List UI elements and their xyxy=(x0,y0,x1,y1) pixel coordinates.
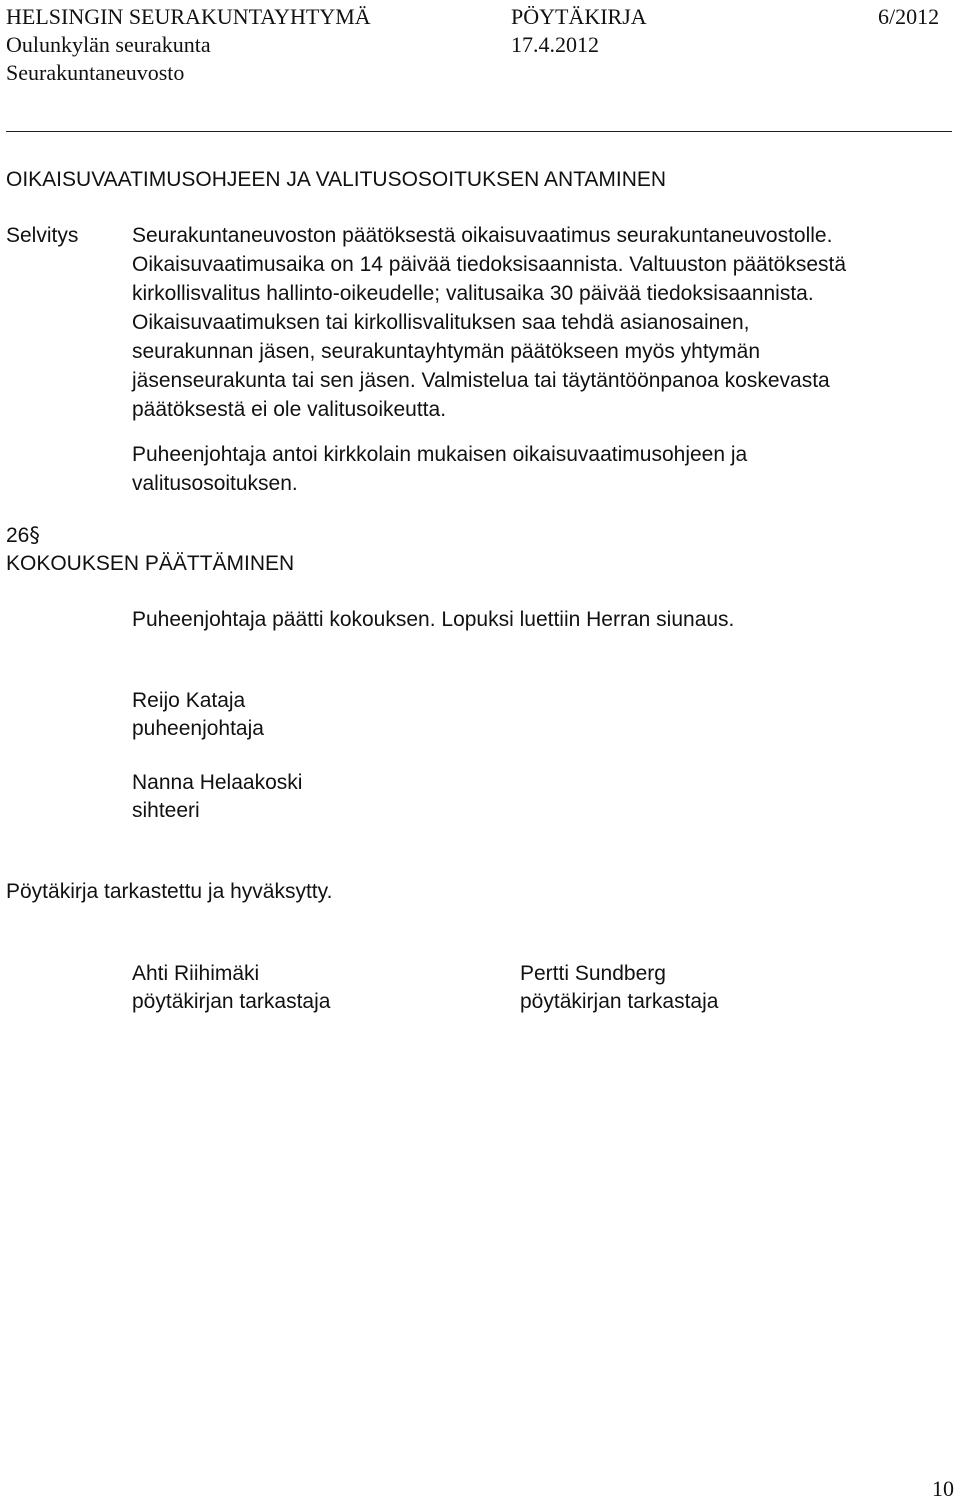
checker-name: Ahti Riihimäki xyxy=(132,962,260,985)
header-doc-number: 6/2012 xyxy=(878,4,940,29)
section2-number xyxy=(6,521,40,550)
section1-explanation xyxy=(132,221,932,424)
section2-text: Puheenjohtaja päätti kokouksen. Lopuksi luettiin Herran siunaus. xyxy=(132,608,735,631)
explanation-line: jäsenseurakunta tai sen jäsen. Valmistelua tai täytäntöönpanoa koskevasta xyxy=(132,369,830,392)
section-number: 26 xyxy=(6,524,30,547)
header-org: HELSINGIN SEURAKUNTAYHTYMÄ xyxy=(6,4,371,29)
header-date: 17.4.2012 xyxy=(511,32,599,57)
explanation-line: kirkollisvalitus hallinto-oikeudelle; valitusaika 30 päivää tiedoksisaannista. xyxy=(132,282,814,305)
checker-name: Pertti Sundberg xyxy=(520,962,666,985)
section2-heading: KOKOUKSEN PÄÄTTÄMINEN xyxy=(6,552,295,575)
header-parish: Oulunkylän seurakunta xyxy=(6,32,211,57)
explanation-line: Oikaisuvaatimusaika on 14 päivää tiedoksisaannista. Valtuuston päätöksestä xyxy=(132,253,847,276)
secretary-role: sihteeri xyxy=(132,799,200,822)
checker-role: pöytäkirjan tarkastaja xyxy=(132,990,331,1013)
header-doc-type: PÖYTÄKIRJA xyxy=(511,4,647,29)
explanation-line: seurakunnan jäsen, seurakuntayhtymän päätökseen myös yhtymän xyxy=(132,340,761,363)
header-divider xyxy=(6,131,952,132)
explanation-line: Seurakuntaneuvoston päätöksestä oikaisuvaatimus seurakuntaneuvostolle. xyxy=(132,224,833,247)
section1-decision xyxy=(132,440,932,498)
checker-role: pöytäkirjan tarkastaja xyxy=(520,990,719,1013)
section-sign: § xyxy=(29,523,40,547)
section1-label: Selvitys xyxy=(6,224,79,247)
explanation-line: päätöksestä ei ole valitusoikeutta. xyxy=(132,398,447,421)
secretary-name: Nanna Helaakoski xyxy=(132,771,303,794)
explanation-line: Oikaisuvaatimuksen tai kirkollisvalituksen saa tehdä asianosainen, xyxy=(132,311,750,334)
chair-name: Reijo Kataja xyxy=(132,689,246,712)
decision-line: valitusosoituksen. xyxy=(132,472,298,495)
section1-heading: OIKAISUVAATIMUSOHJEEN JA VALITUSOSOITUKSEN ANTAMINEN xyxy=(6,168,667,191)
page-number: 10 xyxy=(932,1476,954,1501)
chair-role: puheenjohtaja xyxy=(132,717,264,740)
approval-statement: Pöytäkirja tarkastettu ja hyväksytty. xyxy=(6,880,333,903)
header-body: Seurakuntaneuvosto xyxy=(6,60,185,85)
decision-line: Puheenjohtaja antoi kirkkolain mukaisen oikaisuvaatimusohjeen ja xyxy=(132,443,748,466)
